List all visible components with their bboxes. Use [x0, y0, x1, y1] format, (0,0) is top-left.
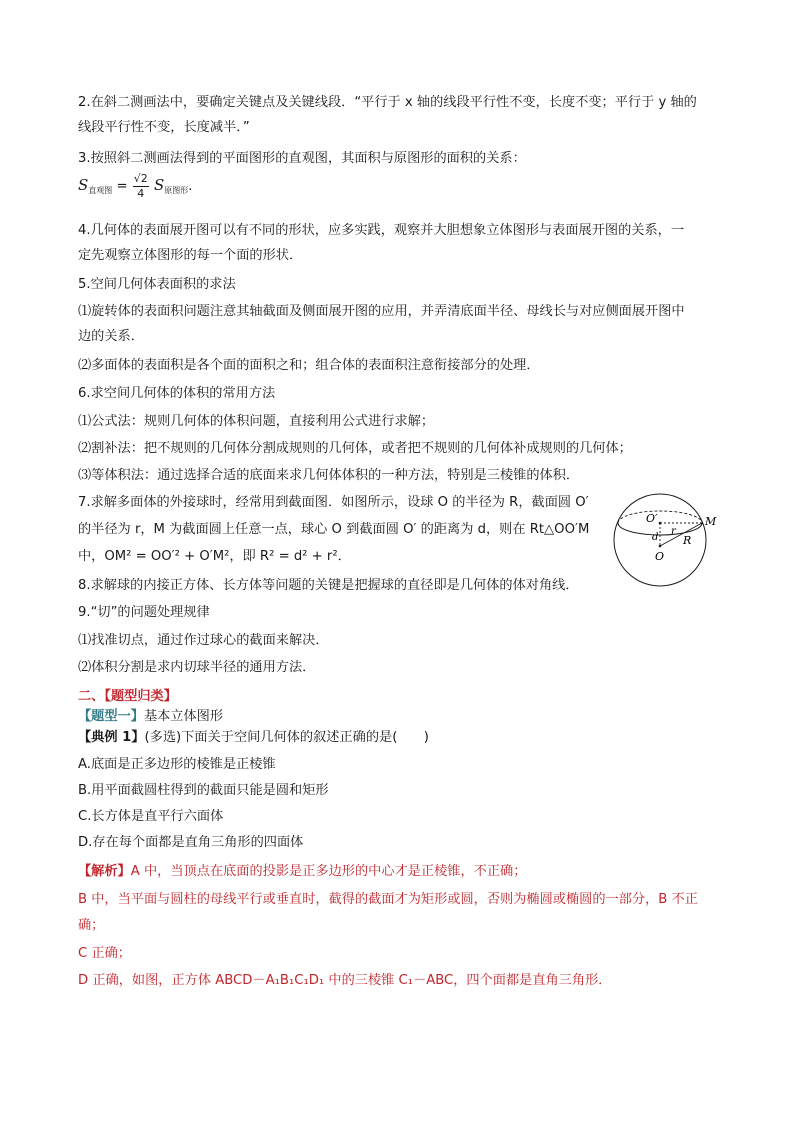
text-line: 2.在斜二测画法中，要确定关键点及关键线段．“平行于 x 轴的线段平行性不变，长度不变；平行于 y 轴的: [78, 95, 697, 110]
analysis-line-b2: 确；: [78, 918, 105, 933]
example-question: [78, 729, 429, 747]
text-line: 9.“切”的问题处理规律: [78, 605, 210, 620]
formula-lhs: S: [78, 176, 89, 194]
analysis-line-a: [78, 863, 526, 881]
text-line: 中，OM² = OO′² + O′M²，即 R² = d² + r²．: [78, 549, 351, 564]
type-title: 基本立体图形: [143, 709, 224, 724]
example-text: (多选)下面关于空间几何体的叙述正确的是( ): [144, 730, 429, 745]
text-line: 7.求解多面体的外接球时，经常用到截面图．如图所示，设球 O 的半径为 R，截面圆 O′: [78, 495, 589, 510]
label-big-r: R: [683, 534, 692, 547]
section-back-arc: [618, 511, 702, 523]
center-o-prime-dot: [659, 522, 662, 525]
analysis-tag: 【解析】: [78, 864, 131, 879]
text-line: 的半径为 r，M 为截面圆上任意一点，球心 O 到截面圆 O′ 的距离为 d，则在 Rt△OO′M: [78, 522, 590, 537]
example-tag: 【典例 1】: [78, 730, 145, 745]
area-ratio-formula: [78, 172, 192, 212]
formula-fraction: [133, 172, 149, 200]
option-d: D.存在每个面都是直角三角形的四面体: [78, 835, 304, 850]
type-tag: 【题型一】: [78, 709, 144, 724]
sphere-section-figure: [608, 490, 724, 590]
text-line: ⑴公式法：规则几何体的体积问题，直接利用公式进行求解；: [78, 414, 435, 429]
label-r: r: [671, 526, 676, 537]
label-o: O: [655, 550, 665, 563]
analysis-line-c: C 正确；: [78, 946, 131, 961]
analysis-line-d: D 正确，如图，正方体 ABCD－A₁B₁C₁D₁ 中的三棱锥 C₁－ABC，四个面都是直角三角形．: [78, 973, 612, 988]
sphere-diagram: [608, 490, 724, 590]
center-o-dot: [659, 545, 662, 548]
formula-rhs: S: [153, 176, 165, 194]
text-line: 边的关系．: [78, 329, 144, 344]
analysis-line-b1: B 中，当平面与圆柱的母线平行或垂直时，截得的截面才为矩形或圆，否则为椭圆或椭圆的一部分，B 不正: [78, 892, 698, 907]
text-line: 线段平行性不变，长度减半．”: [78, 120, 250, 135]
text-line: ⑶等体积法：通过选择合适的底面来求几何体体积的一种方法，特别是三棱锥的体积．: [78, 468, 580, 483]
text-line: 8.求解球的内接正方体、长方体等问题的关键是把握球的直径即是几何体的体对角线．: [78, 578, 579, 593]
fraction-denominator: 4: [137, 187, 145, 200]
text-line: 5.空间几何体表面积的求法: [78, 277, 236, 292]
label-m: M: [705, 515, 717, 528]
formula-rhs-sub: 原图形: [164, 186, 189, 195]
text-line: 3.按照斜二测画法得到的平面图形的直观图，其面积与原图形的面积的关系：: [78, 151, 526, 166]
formula-equals: =: [116, 179, 128, 194]
formula-lhs-sub: 直观图: [88, 186, 113, 195]
section-number: 二、: [78, 689, 105, 704]
formula-end: .: [188, 179, 193, 194]
type-heading: [78, 708, 223, 726]
text-line: 6.求空间几何体的体积的常用方法: [78, 386, 276, 401]
analysis-a: A 中，当顶点在底面的投影是正多边形的中心才是正棱锥，不正确；: [130, 864, 527, 879]
text-line: ⑴找准切点，通过作过球心的截面来解决．: [78, 633, 329, 648]
text-line: ⑵体积分割是求内切球半径的通用方法．: [78, 660, 316, 675]
section-title: 【题型归类】: [104, 689, 177, 704]
text-line: 4.几何体的表面展开图可以有不同的形状，应多实践，观察并大胆想象立体图形与表面展开图的关系，一: [78, 223, 685, 238]
text-line: ⑵多面体的表面积是各个面的面积之和；组合体的表面积注意衔接部分的处理．: [78, 358, 540, 373]
label-o-prime: O′: [646, 512, 658, 525]
fraction-numerator: √2: [133, 172, 148, 185]
option-c: C.长方体是直平行六面体: [78, 809, 224, 824]
option-a: A.底面是正多边形的棱锥是正棱锥: [78, 757, 276, 772]
text-line: ⑵割补法：把不规则的几何体分割成规则的几何体，或者把不规则的几何体补成规则的几何体；: [78, 441, 632, 456]
section-heading: [78, 688, 177, 706]
text-line: ⑴旋转体的表面积问题注意其轴截面及侧面展开图的应用，并弄清底面半径、母线长与对应侧面展开图中: [78, 304, 685, 319]
label-d: d: [652, 532, 659, 543]
option-b: B.用平面截圆柱得到的截面只能是圆和矩形: [78, 783, 329, 798]
text-line: 定先观察立体图形的每一个面的形状．: [78, 248, 303, 263]
